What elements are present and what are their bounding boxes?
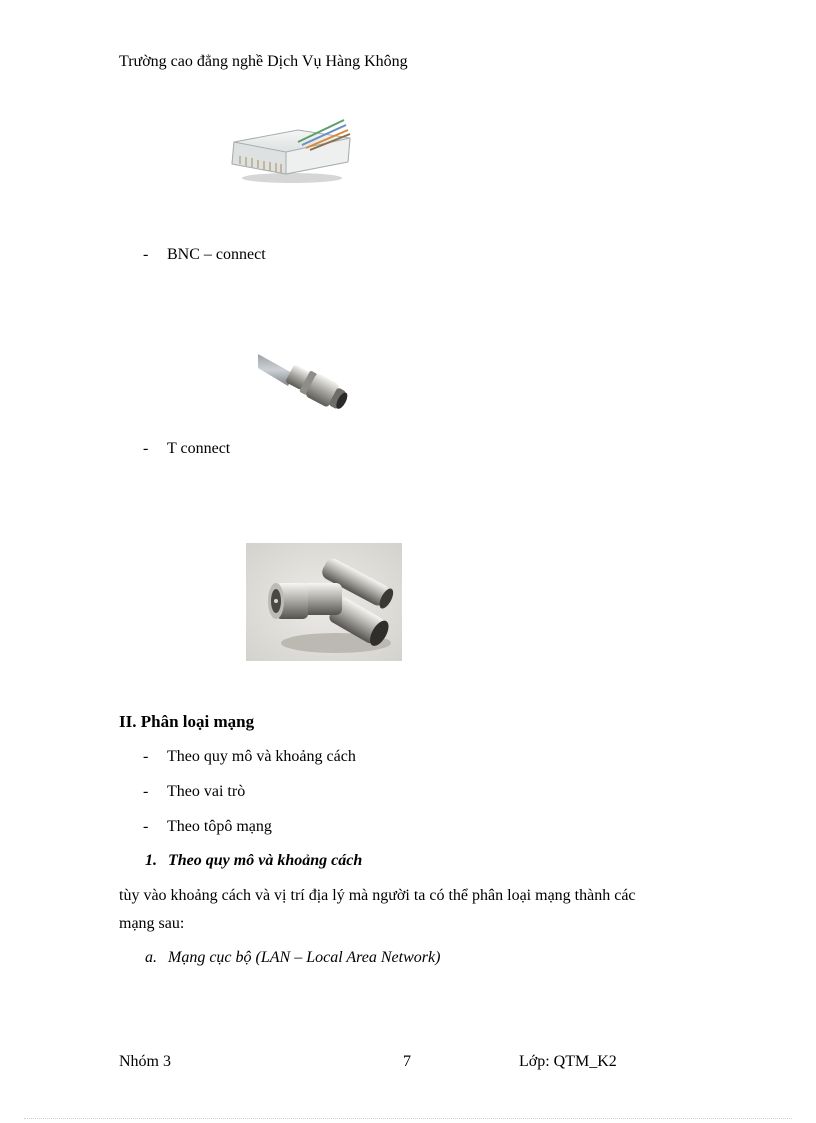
rj45-connector-image xyxy=(228,112,356,184)
page-bottom-rule xyxy=(24,1118,792,1119)
list-item: Theo quy mô và khoảng cách xyxy=(167,748,356,765)
t-connect-label: T connect xyxy=(167,440,231,457)
footer-class: Lớp: QTM_K2 xyxy=(519,1053,617,1070)
list-item: Theo vai trò xyxy=(167,783,246,800)
paragraph-line: tùy vào khoảng cách và vị trí địa lý mà người ta có thể phân loại mạng thành các xyxy=(119,887,636,904)
list-item-dash: - xyxy=(143,748,149,765)
footer-group: Nhóm 3 xyxy=(119,1053,171,1070)
list-item-dash: - xyxy=(143,783,149,800)
section-heading: II. Phân loại mạng xyxy=(119,712,255,731)
t-bullet-dash: - xyxy=(143,440,149,457)
paragraph-line: mạng sau: xyxy=(119,915,185,932)
list-item-dash: - xyxy=(143,818,149,835)
bnc-connector-image xyxy=(258,348,358,420)
list-item: Theo tôpô mạng xyxy=(167,818,272,835)
t-connector-image xyxy=(246,543,402,661)
lan-item-text: Mạng cục bộ (LAN – Local Area Network) xyxy=(168,949,441,966)
list-marker-a: a. xyxy=(145,949,157,966)
bnc-bullet-dash: - xyxy=(143,246,149,263)
subsection-title: Theo quy mô và khoảng cách xyxy=(168,852,363,869)
subsection-number: 1. xyxy=(145,852,157,869)
bnc-connect-label: BNC – connect xyxy=(167,246,266,263)
page-header-title: Trường cao đẳng nghề Dịch Vụ Hàng Không xyxy=(119,53,408,70)
footer-page-number: 7 xyxy=(403,1053,411,1070)
